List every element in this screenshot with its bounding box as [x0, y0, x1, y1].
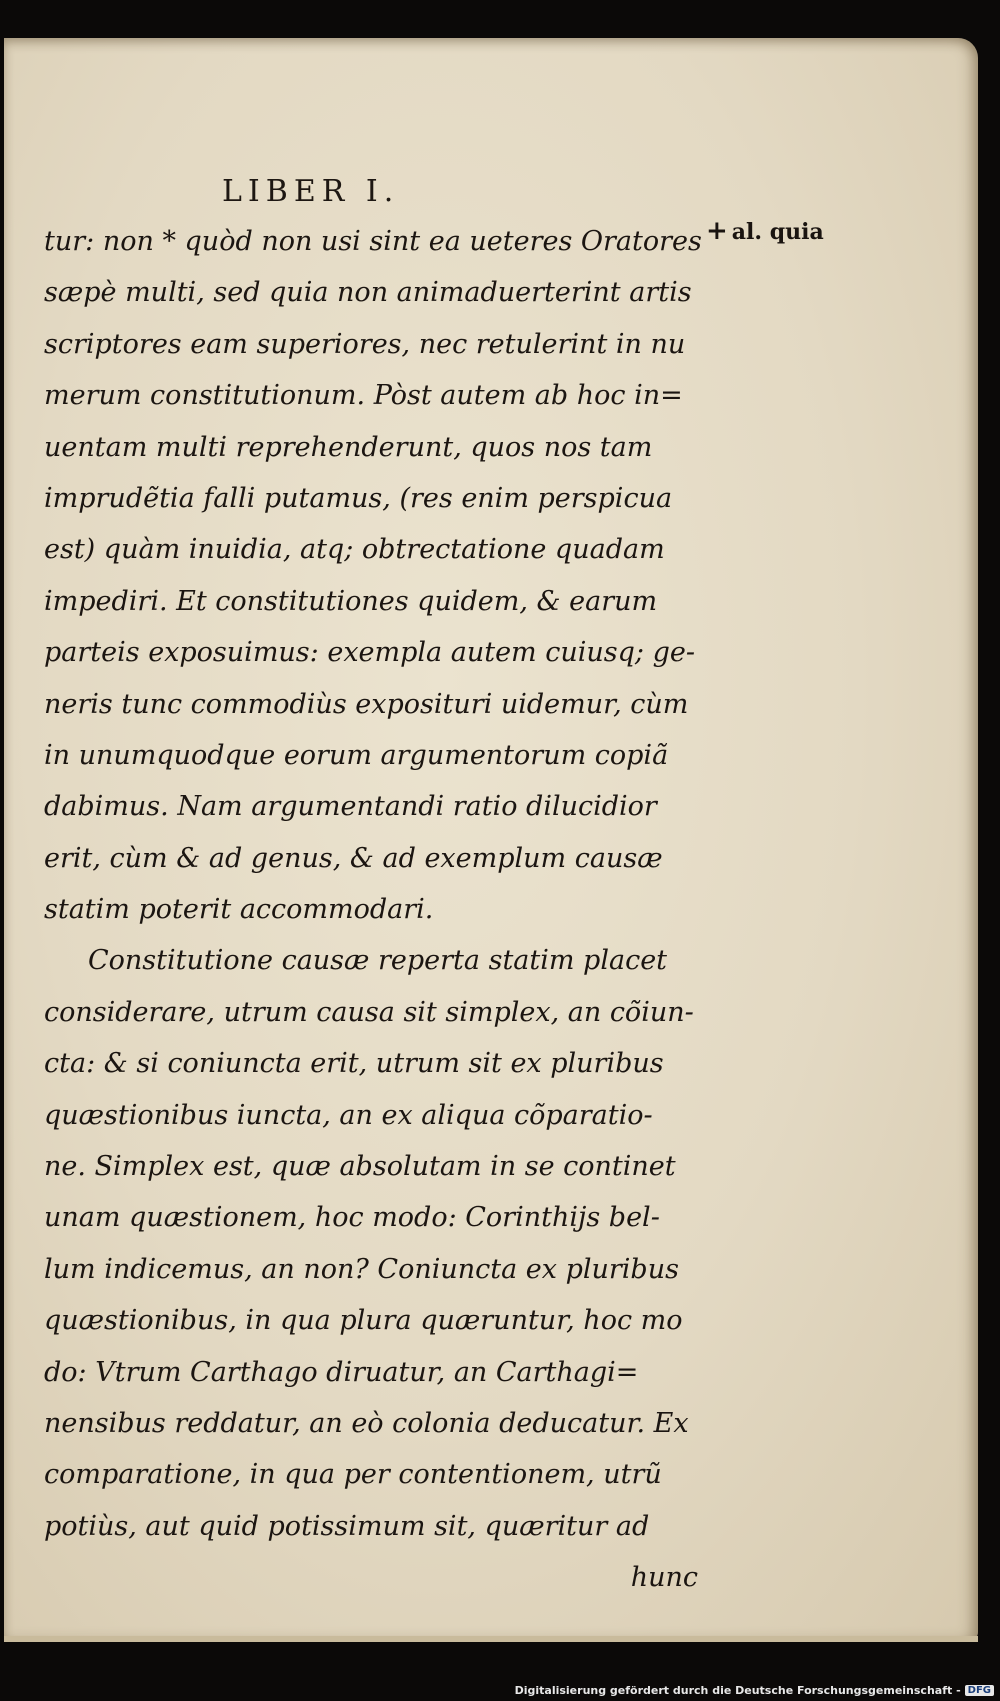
running-header: LIBER I. — [222, 174, 400, 209]
text-line: erit, cùm & ad genus, & ad exemplum causæ — [44, 842, 663, 874]
text-line: dabimus. Nam argumentandi ratio dilucidior — [44, 791, 657, 823]
text-line: quæstionibus, in qua plura quæruntur, hoc mo — [44, 1305, 683, 1337]
text-line: imprudẽtia falli putamus, (res enim perspicua — [44, 482, 673, 514]
text-line: considerare, utrum causa sit simplex, an cõiun- — [44, 996, 694, 1028]
book-page — [4, 38, 978, 1642]
marginal-note-text: al. quia — [731, 219, 824, 245]
text-line: comparatione, in qua per contentionem, utrũ — [44, 1459, 662, 1491]
text-line: impediri. Et constitutiones quidem, & earum — [44, 585, 658, 617]
text-line: est) quàm inuidia, atq; obtrectatione quadam — [44, 534, 665, 566]
paragraph-start-line: Constitutione causæ reperta statim placet — [88, 945, 668, 977]
text-line: lum indicemus, an non? Coniuncta ex pluribus — [44, 1253, 679, 1285]
text-line: potiùs, aut quid potissimum sit, quæritur ad — [44, 1510, 650, 1542]
dfg-logo: DFG — [965, 1685, 994, 1696]
text-line: quæstionibus iuncta, an ex aliqua cõparatio- — [44, 1099, 653, 1131]
text-line: merum constitutionum. Pòst autem ab hoc in= — [44, 380, 683, 412]
digitization-footer — [515, 1684, 994, 1697]
text-line: uentam multi reprehenderunt, quos nos tam — [44, 431, 653, 463]
catchword: hunc — [630, 1562, 698, 1594]
text-line: neris tunc commodiùs exposituri uidemur, cùm — [44, 688, 689, 720]
text-line: do: Vtrum Carthago diruatur, an Carthagi= — [44, 1356, 639, 1388]
text-line: cta: & si coniuncta erit, utrum sit ex pluribus — [44, 1048, 664, 1080]
text-line: statim poterit accommodari. — [44, 894, 434, 926]
text-block — [44, 216, 704, 1604]
marginal-note — [706, 216, 824, 246]
marginal-cross-symbol: + — [706, 216, 728, 246]
text-line: ne. Simplex est, quæ absolutam in se continet — [44, 1151, 676, 1183]
text-line: nensibus reddatur, an eò colonia deducatur. Ex — [44, 1407, 689, 1439]
text-line: unam quæstionem, hoc modo: Corinthijs bel- — [44, 1202, 660, 1234]
text-line: tur: non * quòd non usi sint ea ueteres Oratores — [44, 226, 702, 257]
text-line: parteis exposuimus: exempla autem cuiusq; ge- — [44, 637, 695, 669]
text-line: scriptores eam superiores, nec retulerint in nu — [44, 328, 686, 360]
text-line: in unumquodque eorum argumentorum copiã — [44, 739, 669, 771]
footer-text: Digitalisierung gefördert durch die Deutsche Forschungsgemeinschaft - — [514, 1684, 961, 1697]
text-line: sæpè multi, sed quia non animaduerterint artis — [44, 277, 692, 309]
